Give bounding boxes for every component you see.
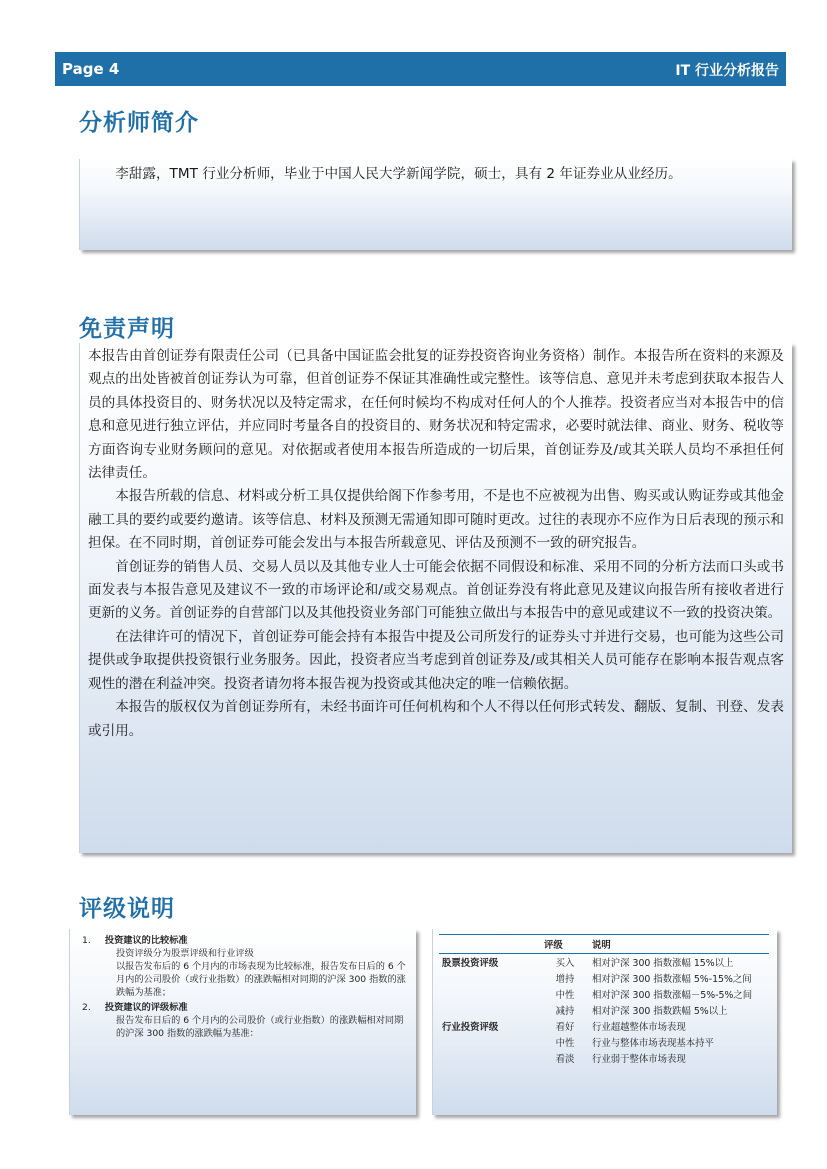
rating-level: 增持 [555, 974, 575, 985]
disclaimer-paragraph: 本报告由首创证券有限责任公司（已具备中国证监会批复的证券投资咨询业务资格）制作。本报告所在资料的来源及观点的出处皆被首创证券认为可靠，但首创证券不保证其准确性或完整性。该等信息、意见并未考虑到获取本报告人员的具体投资目的、财务状况以及特定需求，在任何时候均不构成对任何人的个人推荐。投资者应当对本报告中的信息和意见进行独立评估，并应同时考量各自的投资目的、财务状况和特定需求，必要时就法律、商业、财务、税收等方面咨询专业财务顾问的意见。对依据或者使用本报告所造成的一切后果，首创证券及/或其关联人员均不承担任何法律责任。 [88, 348, 784, 482]
table-row [439, 1050, 769, 1066]
rating-criteria-panel [69, 929, 416, 1115]
disclaimer-panel [79, 343, 792, 853]
disclaimer-paragraph: 在法律许可的情况下，首创证券可能会持有本报告中提及公司所发行的证券头寸并进行交易，也可能为这些公司提供或争取提供投资银行业务服务。因此，投资者应当考虑到首创证券及/或其相关人员可能存在影响本报告观点客观性的潜在利益冲突。投资者请勿将本报告视为投资或其他决定的唯一信赖依据。 [88, 628, 784, 692]
rating-description: 行业与整体市场表现基本持平 [592, 1038, 714, 1049]
item-line: 投资评级分为股票评级和行业评级 [116, 948, 254, 959]
table-header-cell [439, 935, 541, 954]
rating-criteria-item [82, 1001, 408, 1014]
item-number: 1. [82, 935, 91, 946]
rating-table-panel [432, 929, 777, 1115]
analyst-panel [79, 159, 792, 250]
rating-description: 相对沪深 300 指数涨幅 15%以上 [592, 958, 734, 969]
table-row [439, 1018, 769, 1034]
item-line: 以报告发布后的 6 个月内的市场表现为比较标准，报告发布日后的 6 个月内的公司股价（或行业指数）的涨跌幅相对同期的沪深 300 指数的涨跌幅为基准； [116, 961, 406, 998]
table-row [439, 1002, 769, 1018]
rating-level: 减持 [555, 1006, 575, 1017]
disclaimer-paragraph: 本报告所载的信息、材料或分析工具仅提供给阁下作参考用，不是也不应被视为出售、购买或认购证券或其他金融工具的要约或要约邀请。该等信息、材料及预测无需通知即可随时更改。过往的表现亦不应作为日后表现的预示和担保。在不同时期，首创证券可能会发出与本报告所载意见、评估及预测不一致的研究报告。 [88, 488, 784, 552]
rating-description: 相对沪深 300 指数涨幅－5%-5%之间 [592, 990, 753, 1001]
rating-table [439, 934, 769, 1066]
rating-description: 行业超越整体市场表现 [592, 1022, 686, 1033]
table-header-cell: 评级 [544, 940, 563, 951]
rating-description: 行业弱于整体市场表现 [592, 1054, 686, 1065]
rating-criteria-item [82, 934, 408, 947]
report-title: IT 行业分析报告 [675, 63, 779, 79]
table-row [439, 954, 769, 971]
disclaimer-heading: 免责声明 [79, 316, 175, 342]
table-header-row [439, 935, 769, 954]
rating-level: 看淡 [555, 1054, 575, 1065]
rating-category: 股票投资评级 [442, 958, 499, 969]
rating-level: 中性 [555, 990, 575, 1001]
table-header-cell: 说明 [592, 940, 611, 951]
rating-category: 行业投资评级 [442, 1022, 499, 1033]
item-title: 投资建议的比较标准 [104, 935, 188, 946]
item-title: 投资建议的评级标准 [104, 1002, 188, 1013]
analyst-heading: 分析师简介 [79, 110, 199, 136]
rating-level: 看好 [555, 1022, 575, 1033]
item-line: 报告发布日后的 6 个月内的公司股价（或行业指数）的涨跌幅相对同期的沪深 300 指数的涨跌幅为基准： [116, 1015, 404, 1039]
rating-level: 买入 [555, 958, 575, 969]
page-header-bar [55, 52, 786, 86]
rating-description: 相对沪深 300 指数跌幅 5%以上 [592, 1006, 728, 1017]
analyst-bio: 李甜露，TMT 行业分析师，毕业于中国人民大学新闻学院，硕士，具有 2 年证券业从业经历。 [115, 166, 682, 182]
item-number: 2. [82, 1002, 91, 1013]
table-row [439, 1034, 769, 1050]
table-row [439, 970, 769, 986]
rating-level: 中性 [555, 1038, 575, 1049]
disclaimer-paragraph: 本报告的版权仅为首创证券所有，未经书面许可任何机构和个人不得以任何形式转发、翻版、复制、刊登、发表或引用。 [88, 699, 784, 739]
disclaimer-paragraph: 首创证券的销售人员、交易人员以及其他专业人士可能会依据不同假设和标准、采用不同的分析方法而口头或书面发表与本报告意见及建议不一致的市场评论和/或交易观点。首创证券没有将此意见及建议向报告所有接收者进行更新的义务。首创证券的自营部门以及其他投资业务部门可能独立做出与本报告中的意见或建议不一致的投资决策。 [88, 558, 784, 622]
page-number: Page 4 [62, 60, 120, 78]
rating-description: 相对沪深 300 指数涨幅 5%-15%之间 [592, 974, 752, 985]
rating-heading: 评级说明 [79, 896, 175, 922]
table-row [439, 986, 769, 1002]
